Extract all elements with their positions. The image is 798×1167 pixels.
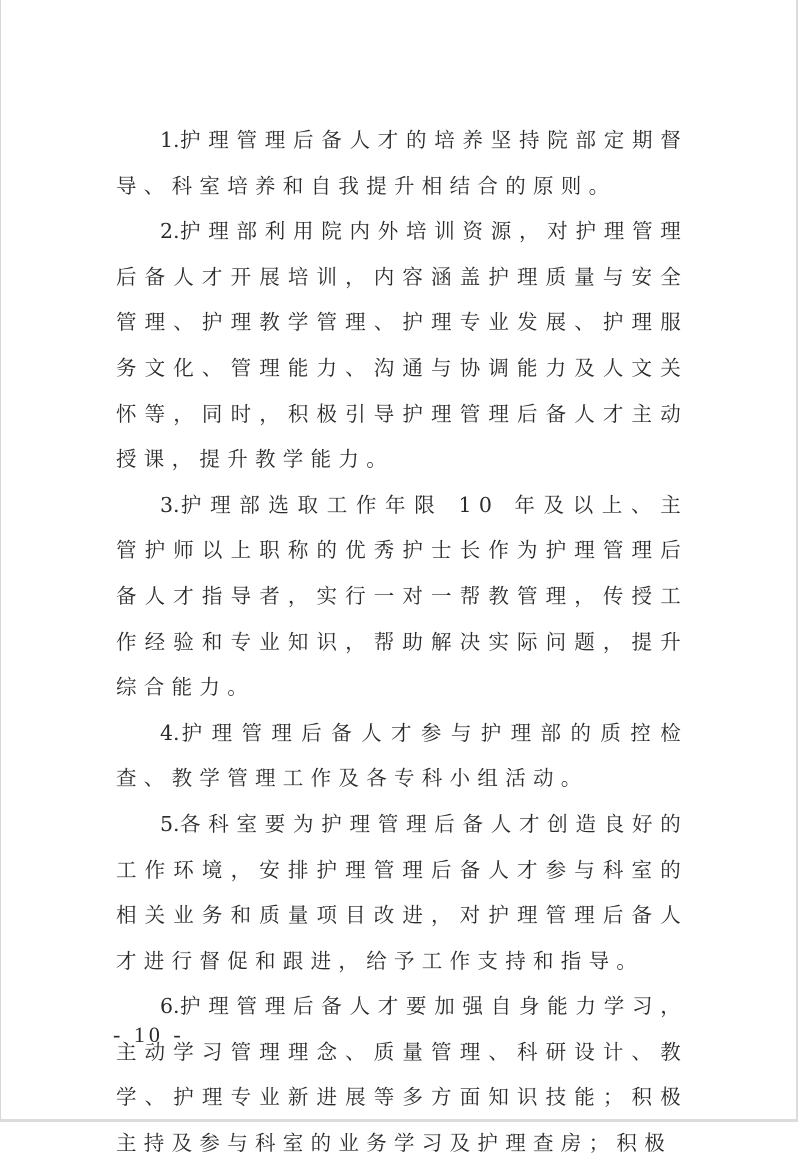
- paragraph-text: 护理部利用院内外培训资源，对护理管理后备人才开展培训，内容涵盖护理质量与安全管理、护理教学管理、护理专业发展、护理服务文化、管理能力、沟通与协调能力及人文关怀等，同时，积极引导护理管理后备人才主动授课，提升教学能力。: [116, 219, 688, 472]
- document-body: [116, 118, 688, 1167]
- paragraph-6: [116, 984, 688, 1166]
- paragraph-number: 6.: [160, 994, 180, 1019]
- paragraph-4: [116, 711, 688, 802]
- paragraph-text: 护理管理后备人才的培养坚持院部定期督导、科室培养和自我提升相结合的原则。: [116, 128, 688, 198]
- page-number: - 10 -: [113, 1022, 185, 1047]
- paragraph-number: 1.: [160, 128, 180, 152]
- paragraph-2: [116, 209, 688, 483]
- paragraph-1: [116, 118, 688, 209]
- paragraph-text: 各科室要为护理管理后备人才创造良好的工作环境，安排护理管理后备人才参与科室的相关业务和质量项目改进，对护理管理后备人才进行督促和跟进，给予工作支持和指导。: [116, 811, 688, 973]
- paragraph-text: 护理管理后备人才参与护理部的质控检查、教学管理工作及各专科小组活动。: [116, 720, 688, 791]
- paragraph-number: 2.: [160, 219, 180, 244]
- paragraph-number: 5.: [160, 811, 180, 836]
- paragraph-5: [116, 802, 688, 984]
- paragraph-text: 护理部选取工作年限 10 年及以上、主管护师以上职称的优秀护士长作为护理管理后备人才指导者，实行一对一帮教管理，传授工作经验和专业知识，帮助解决实际问题，提升综合能力。: [116, 492, 688, 700]
- paragraph-text: 护理管理后备人才要加强自身能力学习，主动学习管理理念、质量管理、科研设计、教学、护理专业新进展等多方面知识技能；积极主持及参与科室的业务学习及护理查房；积极: [116, 994, 688, 1156]
- paragraph-3: [116, 483, 688, 711]
- paragraph-number: 3.: [160, 492, 180, 517]
- paragraph-number: 4.: [160, 720, 180, 745]
